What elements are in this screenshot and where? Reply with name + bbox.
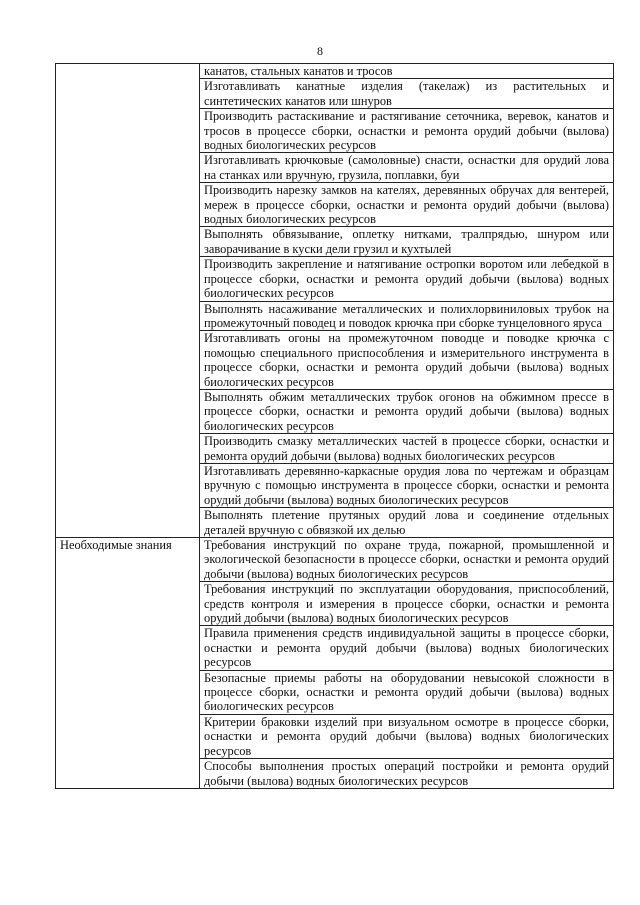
knowledge-cell: Требования инструкций по охране труда, пожарной, промышленной и экологической безопасности в процессе сборки, оснастки и ремонта орудий добычи (вылова) водных биологических ресурсов: [200, 538, 614, 582]
action-cell: Изготавливать канатные изделия (такелаж) из растительных и синтетических канатов или шнуров: [200, 79, 614, 109]
action-cell: Производить смазку металлических частей в процессе сборки, оснастки и ремонта орудий добычи (вылова) водных биологических ресурсов: [200, 434, 614, 464]
section-label: Необходимые знания: [56, 538, 200, 789]
actions-label-cell: [56, 64, 200, 538]
action-cell: Изготавливать огоны на промежуточном поводце и поводке крючка с помощью специального приспособления и измерительного инструмента в процессе сборки, оснастки и ремонта орудий добычи (вылова) водных биологических ресурсов: [200, 331, 614, 390]
knowledge-cell: Безопасные приемы работы на оборудовании невысокой сложности в процессе сборки, оснастки и ремонта орудий добычи (вылова) водных биологических ресурсов: [200, 670, 614, 714]
table-row: [56, 64, 614, 79]
knowledge-cell: Критерии браковки изделий при визуальном осмотре в процессе сборки, оснастки и ремонта орудий добычи (вылова) водных биологических ресурсов: [200, 714, 614, 758]
table-row: [56, 538, 614, 582]
knowledge-cell: Требования инструкций по эксплуатации оборудования, приспособлений, средств контроля и измерения в процессе сборки, оснастки и ремонта орудий добычи (вылова) водных биологических ресурсов: [200, 582, 614, 626]
knowledge-cell: Способы выполнения простых операций постройки и ремонта орудий добычи (вылова) водных биологических ресурсов: [200, 759, 614, 789]
page-number: 8: [317, 44, 323, 58]
requirements-table: [55, 63, 614, 789]
action-cell: Выполнять обвязывание, оплетку нитками, тралпрядью, шнуром или заворачивание в куски дели грузил и кухтылей: [200, 227, 614, 257]
action-cell: Выполнять насаживание металлических и полихлорвиниловых трубок на промежуточный поводец и поводок крючка при сборке тунцеловного яруса: [200, 301, 614, 331]
action-cell: Выполнять плетение прутяных орудий лова и соединение отдельных деталей вручную с обвязкой их делью: [200, 508, 614, 538]
action-cell: Производить растаскивание и растягивание сеточника, веревок, канатов и тросов в процессе сборки, оснастки и ремонта орудий добычи (вылова) водных биологических ресурсов: [200, 109, 614, 153]
knowledge-cell: Правила применения средств индивидуальной защиты в процессе сборки, оснастки и ремонта орудий добычи (вылова) водных биологических ресурсов: [200, 626, 614, 670]
action-cell: Изготавливать деревянно-каркасные орудия лова по чертежам и образцам вручную с помощью инструмента в процессе сборки, оснастки и ремонта орудий добычи (вылова) водных биологических ресурсов: [200, 463, 614, 507]
action-cell: канатов, стальных канатов и тросов: [200, 64, 614, 79]
action-cell: Изготавливать крючковые (самоловные) снасти, оснастки для орудий лова на станках или вручную, грузила, поплавки, буи: [200, 153, 614, 183]
action-cell: Производить закрепление и натягивание остропки воротом или лебедкой в процессе сборки, оснастки и ремонта орудий добычи (вылова) водных биологических ресурсов: [200, 257, 614, 301]
action-cell: Производить нарезку замков на кателях, деревянных обручах для вентерей, мереж в процессе сборки, оснастки и ремонта орудий добычи (вылова) водных биологических ресурсов: [200, 183, 614, 227]
action-cell: Выполнять обжим металлических трубок огонов на обжимном прессе в процессе сборки, оснастки и ремонта орудий добычи (вылова) водных биологических ресурсов: [200, 389, 614, 433]
